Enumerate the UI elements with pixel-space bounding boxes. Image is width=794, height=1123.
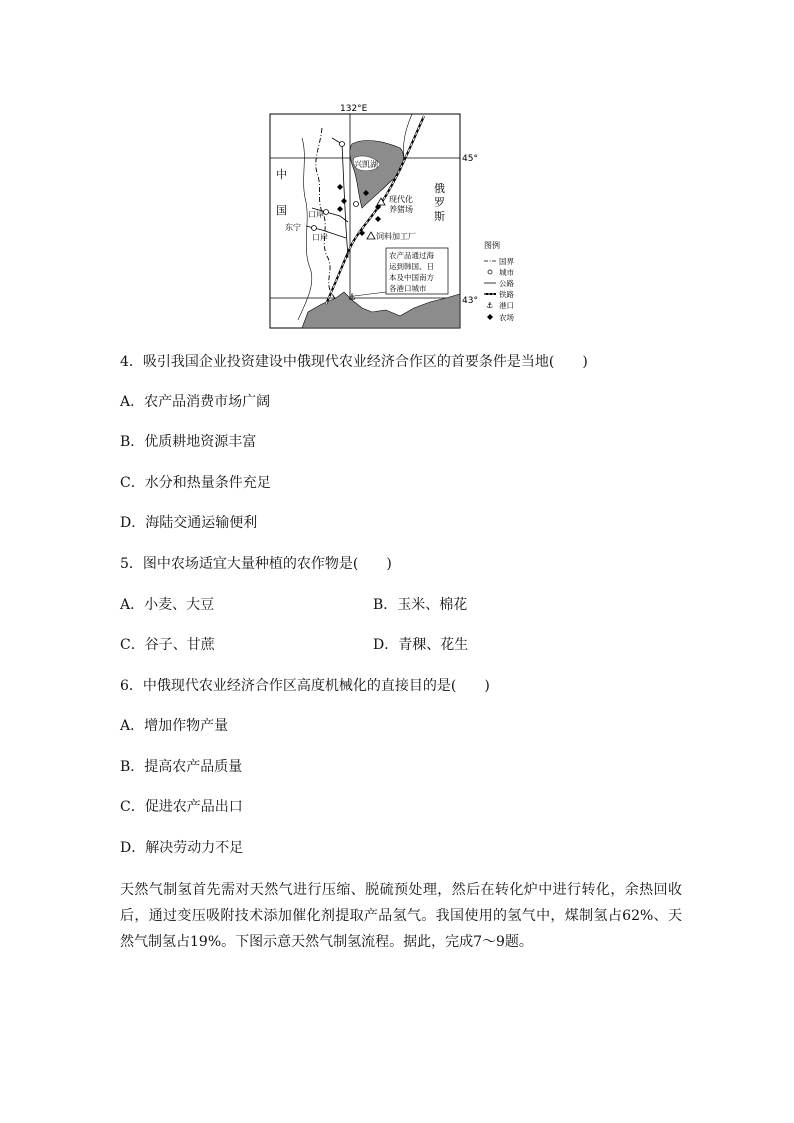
china-label-2: 国	[276, 204, 287, 217]
question-4-stem: 4．吸引我国企业投资建设中俄现代农业经济合作区的首要条件是当地( )	[120, 354, 588, 370]
legend-city-symbol	[488, 270, 492, 274]
legend-city: 城市	[499, 268, 514, 277]
russia-label-3: 斯	[434, 210, 445, 223]
q4-option-b[interactable]: B．优质耕地资源丰富	[120, 434, 257, 450]
note-line-4: 各港口城市	[389, 284, 427, 293]
legend-farm-symbol	[487, 314, 493, 320]
pig-farm-label-1: 现代化	[389, 195, 413, 204]
note-line-3: 本及中国南方	[389, 273, 434, 282]
q5-option-b[interactable]: B．玉米、棉花	[373, 597, 468, 613]
pig-farm-label-2: 养猪场	[389, 205, 413, 214]
city-marker	[340, 142, 345, 147]
legend-port: 港口	[499, 301, 514, 310]
note-line-1: 农产品通过海	[389, 251, 434, 260]
lat-45-label: 45°	[462, 154, 478, 164]
hydrogen-intro-paragraph	[120, 877, 682, 955]
port-label-1: 口岸	[308, 210, 324, 219]
q6-option-b[interactable]: B．提高农产品质量	[120, 759, 243, 775]
port-label-2: 口岸	[312, 233, 328, 242]
city-marker	[312, 226, 317, 231]
china-russia-cooperation-map	[262, 98, 532, 334]
paragraph-text: 天然气制氢首先需对天然气进行压缩、脱硫预处理，然后在转化炉中进行转化，余热回收后，通过变压吸附技术添加催化剂提取产品氢气。我国使用的氢气中，煤制氢占62%、天然气制氢占19%。下图示意天然气制氢流程。据此，完成7～9题。	[120, 882, 682, 950]
legend-port-icon: ⚓	[486, 301, 494, 310]
feed-factory-label: 饲料加工厂	[376, 232, 416, 241]
lat-43-label: 43°	[462, 296, 478, 306]
q5-option-d[interactable]: D．青稞、花生	[373, 637, 469, 653]
q4-option-d[interactable]: D．海陆交通运输便利	[120, 515, 258, 531]
legend-road: 公路	[499, 279, 514, 288]
q4-option-a[interactable]: A．农产品消费市场广阔	[120, 394, 271, 410]
map-legend	[484, 240, 514, 322]
note-line-2: 运到韩国、日	[389, 262, 434, 271]
question-5-stem: 5．图中农场适宜大量种植的农作物是( )	[120, 556, 392, 572]
dongning-label: 东宁	[285, 223, 301, 232]
legend-border: 国界	[499, 257, 514, 266]
legend-farm: 农场	[499, 313, 514, 322]
china-label-1: 中	[276, 168, 287, 181]
legend-title: 图例	[484, 241, 500, 250]
lon-132-label: 132°E	[340, 104, 368, 114]
q4-option-c[interactable]: C．水分和热量条件充足	[120, 475, 271, 491]
question-6-stem: 6．中俄现代农业经济合作区高度机械化的直接目的是( )	[120, 678, 490, 694]
legend-rail: 铁路	[499, 290, 514, 299]
q5-option-c[interactable]: C．谷子、甘蔗	[120, 637, 215, 653]
q5-option-a[interactable]: A．小麦、大豆	[120, 597, 215, 613]
q6-option-d[interactable]: D．解决劳动力不足	[120, 840, 244, 856]
russia-label-2: 罗	[434, 196, 445, 209]
port-anchor-icon: ⚓	[348, 293, 357, 303]
city-marker	[324, 210, 329, 215]
lake-label: 兴凯湖	[354, 160, 378, 169]
russia-label-1: 俄	[434, 182, 445, 195]
q6-option-c[interactable]: C．促进农产品出口	[120, 799, 243, 815]
q6-option-a[interactable]: A．增加作物产量	[120, 718, 229, 734]
city-marker	[354, 202, 359, 207]
